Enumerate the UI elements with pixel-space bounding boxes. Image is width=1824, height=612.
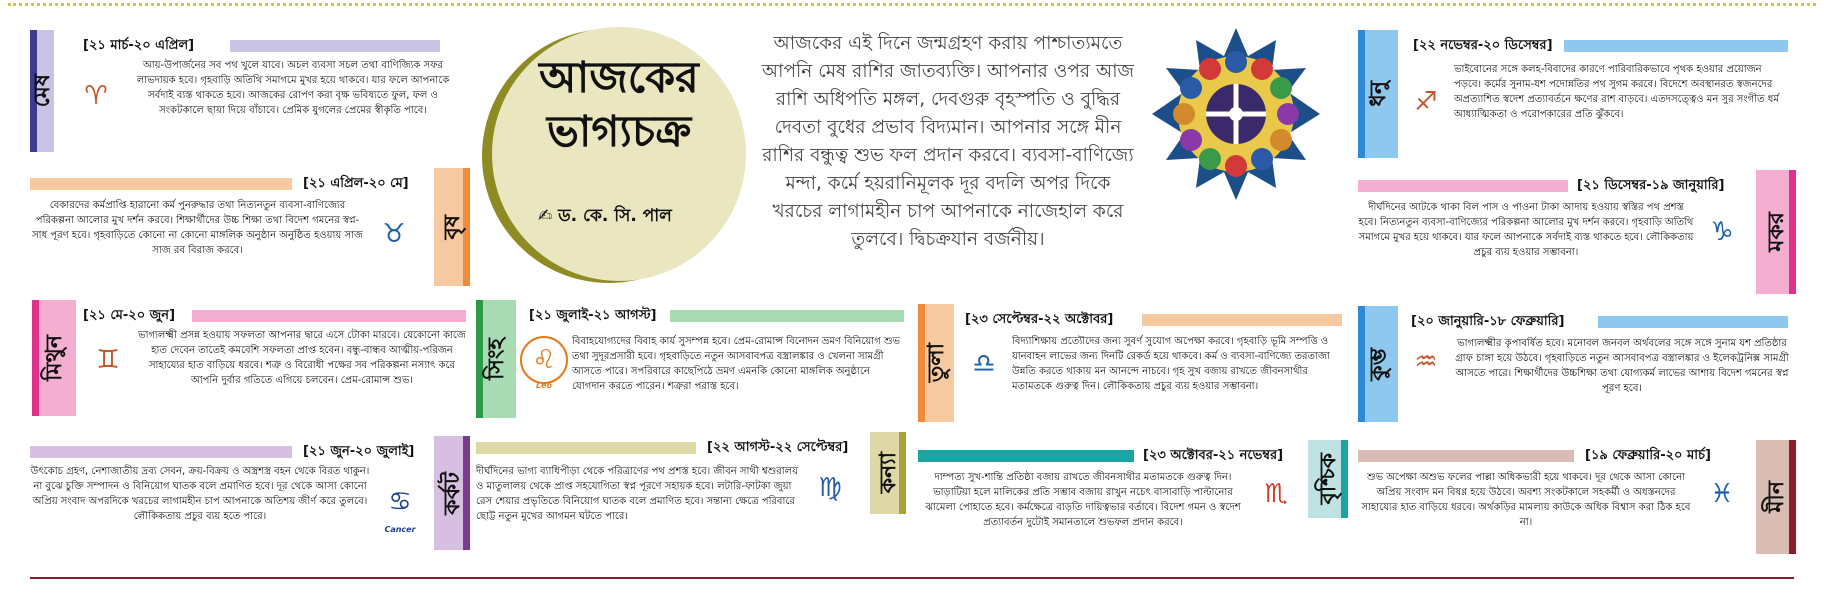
libra-icon: ♎ xyxy=(960,340,1008,388)
sign-name: কন্যা xyxy=(875,452,901,494)
pisces-icon: ♓ xyxy=(1698,470,1746,518)
tab-kumbha xyxy=(1358,306,1398,422)
date-range: [২৩ সেপ্টেম্বর-২২ অক্টোবর] xyxy=(962,310,1116,331)
tab-karkat xyxy=(434,436,470,550)
sign-name: বৃষ xyxy=(439,214,465,240)
tab-brish xyxy=(434,168,470,286)
sign-name: মীন xyxy=(1763,481,1789,513)
title-circle xyxy=(492,27,746,281)
sign-name: মিথুন xyxy=(41,335,67,381)
page-title: আজকের ভাগ্যচক্র xyxy=(539,53,699,157)
horoscope-text: বিবাহযোগ্যদের বিবাহ কার্য সুসম্পন্ন হবে। প্রেম-রোমান্স বিনোদন ভ্রমণ বিনিয়োগ শুভ তথা সুদূরপ্রসারী হবে। গৃহবাড়িতে নতুন আসবাবপত্র বস্ত্রালঙ্কার ও খেলনা সামগ্রী আসতে পারে। সপরিবারে কাছেপিঠে ভ্রমণ এমনকি কোনো মাঙ্গলিক অনুষ্ঠানে যোগদান করতে পারেন। শত্রুরা পরাস্ত হবে। xyxy=(572,336,901,392)
cancer-icon: ♋ Cancer xyxy=(376,478,424,526)
card-mesh xyxy=(30,30,470,160)
card-tula xyxy=(918,304,1348,428)
tab-singha xyxy=(476,300,516,418)
horoscope-text: দীর্ঘদিনের ভাগ্য ব্যাধিপীড়া থেকে পরিত্রাণের পথ প্রশস্ত হবে। জীবন সাথী শ্বশুরালয় ও মাতুলালয় থেকে প্রাপ্ত সহযোগিতা স্বপ্ন পূরণে সহায়ক হবে। লটারি-ফাটকা জুয়া রেস শেয়ার প্রভৃতিতে বিনিয়োগ ঘাতক বলে প্রমাণিত হবে। সন্তান্য ক্ষেত্রে পরিবারে ছোট্ট নতুন মুখের আগমন ঘটতে পারে। xyxy=(476,466,799,522)
horoscope-text: বিদ্যাশিক্ষায় প্রত্যৌদের জন্য সুবর্ণ সুযোগ অপেক্ষা করবে। গৃহবাড়ি ভূমি সম্পত্তি ও যানবাহন লাভের জন্য দিনটি রেকর্ড হয়ে থাকবে। কর্ম ও ব্যবসা-বাণিজ্যে তরতাজা উন্নতি করতে থাকায় মন আনন্দে নাচবে। গৃহ সুখ বজায় রাখতে জীবনসাথীর মতামতকে গুরুত্ব দিন। লৌকিকতায় প্রচুর ব্যয় হওয়ার সম্ভাবনা। xyxy=(1012,336,1330,392)
date-range: [২২ আগস্ট-২২ সেপ্টেম্বর] xyxy=(704,438,851,459)
leo-icon: ♌ Leo xyxy=(520,336,568,384)
horoscope-text: ভাগ্যলক্ষ্মী প্রসন্ন হওয়ায় সফলতা আপনার দ্বারে এসে টোকা মারবে। যেকোনো কাজে হাত দেবেন তাতেই কমবেশি সফলতা প্রাপ্ত হবেন। বন্ধু-বান্ধব আত্মীয়-পরিজন সাহায্যের হাত বাড়িয়ে ধরবে। শত্রু ও বিরোধী পক্ষের সব পরিকল্পনা নস্যাৎ করে আপনি দুর্বার গতিতে এগিয়ে চলবেন। প্রেম-রোমান্স শুভ। xyxy=(138,330,466,386)
card-kanya xyxy=(476,432,906,562)
capricorn-icon: ♑ xyxy=(1698,208,1746,256)
card-meen xyxy=(1358,440,1796,564)
top-dotted-border xyxy=(8,3,1816,6)
sign-name: সিংহ xyxy=(483,338,509,380)
bottom-rule xyxy=(30,577,1794,579)
gemini-icon: ♊ xyxy=(84,336,132,384)
tab-meen xyxy=(1756,440,1796,554)
sign-name: মেষ xyxy=(30,74,55,108)
accent-bar xyxy=(670,310,904,322)
accent-bar xyxy=(1358,450,1574,462)
accent-bar xyxy=(1358,180,1568,192)
accent-bar xyxy=(476,442,696,454)
horoscope-text: শুভ অপেক্ষা অশুভ ফলের পাল্লা অধিকভারী হয়ে থাকবে। দূর থেকে আসা কোনো অপ্রিয় সংবাদ মন বিষণ্ণ হয়ে উঠবে। অবশ্য সংকটকালে সহকর্মী ও অধস্তনদের সাহায্যের হাত বাড়িয়ে ধরবে। অর্থকড়ির মামলায় কাউকে অধিক বিশ্বাস করা ঠিক হবে না। xyxy=(1361,472,1691,528)
date-range: [২২ নভেম্বর-২০ ডিসেম্বর] xyxy=(1410,36,1556,57)
tab-brishchik xyxy=(1308,440,1348,518)
date-range: [২০ জানুয়ারি-১৮ ফেব্রুয়ারি] xyxy=(1408,312,1567,333)
sign-name: তুলা xyxy=(923,343,949,383)
date-range: [২১ জুন-২০ জুলাই] xyxy=(300,442,417,463)
accent-bar xyxy=(30,178,292,190)
sign-name: বৃশ্চিক xyxy=(1315,453,1341,505)
accent-bar xyxy=(230,40,440,52)
date-range: [১৯ ফেব্রুয়ারি-২০ মার্চ] xyxy=(1582,446,1714,467)
accent-bar xyxy=(1142,314,1342,326)
card-makar xyxy=(1358,170,1796,298)
aries-icon: ♈ xyxy=(72,72,120,120)
card-karkat xyxy=(30,436,470,564)
author-name: ড. কে. সি. পাল xyxy=(558,206,672,226)
date-range: [২১ ডিসেম্বর-১৯ জানুয়ারি] xyxy=(1574,176,1727,197)
card-kumbha xyxy=(1358,306,1796,426)
horoscope-text: ভাগ্যলক্ষ্মীর কৃপাবর্ষিত হবে। মনোবল জনবল অর্থবলের সঙ্গে সঙ্গে সুনাম যশ প্রতিষ্ঠার গ্রাফ চাঙ্গা হয়ে উঠবে। গৃহবাড়িতে নতুন আসবাবপত্র বস্ত্রালঙ্কার ও ইলেকট্রনিক্স সামগ্রী আসতে পারে। শিক্ষার্থীদের উচ্চশিক্ষা তথা যোগ্যকর্ম লাভের আশায় বিদেশ গমনের স্বপ্ন পূরণ হবে। xyxy=(1455,338,1789,394)
scorpio-icon: ♏ xyxy=(1252,470,1300,518)
accent-bar xyxy=(1598,316,1788,328)
horoscope-text: বেকারদের কর্মপ্রাপ্তি হারানো কর্ম পুনরুদ্ধার তথা নিত্যনতুন ব্যবসা-বাণিজ্যের পরিকল্পনা আলোর মুখ দর্শন করবে। শিক্ষার্থীদের উচ্চ শিক্ষা তথা বিদেশ গমনের স্বপ্ন-সাধ পূরণ হবে। গৃহবাড়িতে কোনো না কোনো মাঙ্গলিক অনুষ্ঠান অনুষ্ঠিত হওয়ায় সাজ সাজ রব বিরাজ করবে। xyxy=(32,200,363,256)
taurus-icon: ♉ xyxy=(370,210,418,258)
horoscope-text: আয়-উপার্জনের সব পথ খুলে যাবে। অচল ব্যবসা সচল তথা বাণিজ্যিক সফর লাভদায়ক হবে। গৃহবাড়ি অতিথি সমাগমে মুখর হয়ে থাকবে। যার ফলে আপনাকে সর্বদাই ব্যস্ত থাকতে হবে। আজকের রোপণ করা বৃক্ষ ভবিষ্যতে ফুল, ফল ও সংকটকালে ছায়া দিয়ে বাঁচাবে। প্রেমিক যুগলের প্রেমের স্বীকৃতি পাবে। xyxy=(136,60,450,116)
tab-tula xyxy=(918,304,954,422)
horoscope-text: ভাইবোনের সঙ্গে কলহ-বিবাদের কারণে পারিবারিকভাবে পৃথক হওয়ার প্রয়োজন পড়বে। কর্মের সুনাম-যশ পদোন্নতির পথ সুগম করবে। বিদেশে অবস্থানরত স্বজনদের অপ্রত্যাশিত স্বদেশ প্রত্যাবর্তনে ক্ষণের রাশ বাড়বে। এতদসত্ত্বেও মন সুর সংগীত ধর্ম আধ্যাত্মিকতা ও পরোপকারের প্রতি ঝুঁকবে। xyxy=(1454,64,1779,120)
date-range: [২১ এপ্রিল-২০ মে] xyxy=(300,174,412,195)
tab-makar xyxy=(1756,170,1796,294)
sign-name: ধনু xyxy=(1365,81,1391,107)
zodiac-wheel-icon xyxy=(1150,28,1322,200)
card-dhanu xyxy=(1358,30,1796,164)
tab-mithun xyxy=(32,300,76,416)
card-brishchik xyxy=(918,440,1348,566)
virgo-icon: ♍ xyxy=(806,464,854,512)
date-range: [২১ মে-২০ জুন] xyxy=(80,306,178,327)
sign-name: কুম্ভ xyxy=(1365,347,1391,381)
horoscope-text: উৎকোচ গ্রহণ, নেশাজাতীয় দ্রব্য সেবন, ক্রয়-বিক্রয় ও অস্ত্রশস্ত্র বহন থেকে বিরত থাকুন। না বুঝে চুক্তি সম্পাদন ও বিনিয়োগ ঘাতক বলে প্রমাণিত হবে। দূর থেকে আসা কোনো অপ্রিয় সংবাদ অপরদিকে খরচের লাগামহীন চাপ আপনাকে অতিশয় জীর্ণ করে তুলবে। লৌকিকতায় প্রচুর ব্যয় হতে পারে। xyxy=(30,466,370,522)
accent-bar xyxy=(918,450,1134,462)
author-line xyxy=(538,203,672,231)
tab-kanya xyxy=(870,432,906,514)
horoscope-text: দাম্পত্য সুখ-শান্তি প্রতিষ্ঠা বজায় রাখতে জীবনসাথীর মতামতকে গুরুত্ব দিন। ভাড়াটিয়া হলে মালিকের প্রতি সম্ভাব বজায় রাখুন নচেৎ বাসাবাড়ি পাল্টানোর ঝামেলা পোহাতে হবে। কর্মক্ষেত্রে বাড়তি দায়িত্বভার বর্তাবে। বিদেশ গমন ও স্বদেশ প্রত্যাবর্তন দুটোই সমানতালে শুভফল প্রদান করবে। xyxy=(925,472,1241,528)
tab-mesh xyxy=(30,30,54,152)
card-singha xyxy=(476,300,916,424)
sagittarius-icon: ♐ xyxy=(1402,78,1450,126)
date-range: [২৩ অক্টোবর-২১ নভেম্বর] xyxy=(1140,446,1286,467)
accent-bar xyxy=(1564,40,1788,52)
pen-icon: ✍ xyxy=(538,206,553,226)
sign-name: মকর xyxy=(1763,212,1789,252)
aquarius-icon: ♒ xyxy=(1402,338,1450,386)
card-brish xyxy=(30,168,470,290)
accent-bar xyxy=(30,446,292,458)
date-range: [২১ জুলাই-২১ আগস্ট] xyxy=(526,306,659,327)
intro-text: আজকের এই দিনে জন্মগ্রহণ করায় পাশ্চাত্যমতে আপনি মেষ রাশির জাতব্যক্তি। আপনার ওপর আজ রাশি অধিপতি মঙ্গল, দেবগুরু বৃহস্পতি ও বুদ্ধির দেবতা বুধের প্রভাব বিদ্যমান। আপনার সঙ্গে মীন রাশির বন্ধুত্ব শুভ ফল প্রদান করবে। ব্যবসা-বাণিজ্যে মন্দা, কর্মে হয়রানিমূলক দূর বদলি অপর দিকে খরচের লাগামহীন চাপ আপনাকে নাজেহাল করে তুলবে। দ্বিচক্রযান বর্জনীয়। xyxy=(761,33,1135,250)
card-mithun xyxy=(32,300,472,420)
date-range: [২১ মার্চ-২০ এপ্রিল] xyxy=(80,36,197,57)
sign-name: কর্কট xyxy=(439,471,465,515)
tab-dhanu xyxy=(1358,30,1398,158)
horoscope-text: দীর্ঘদিনের আটকে থাকা বিল পাস ও পাওনা টাকা আদায় হওয়ায় স্বস্তির পথ প্রশস্ত হবে। নিত্যনতুন ব্যবসা-বাণিজ্যের পরিকল্পনা আলোর মুখ দর্শন করবে। গৃহবাড়ি অতিথি সমাগমে মুখর হয়ে থাকবে। যার ফলে আপনাকে সর্বদাই ব্যস্ত থাকতে হবে। লৌকিকতায় প্রচুর ব্যয় হওয়ার সম্ভাবনা। xyxy=(1358,202,1694,258)
accent-bar xyxy=(192,310,466,322)
